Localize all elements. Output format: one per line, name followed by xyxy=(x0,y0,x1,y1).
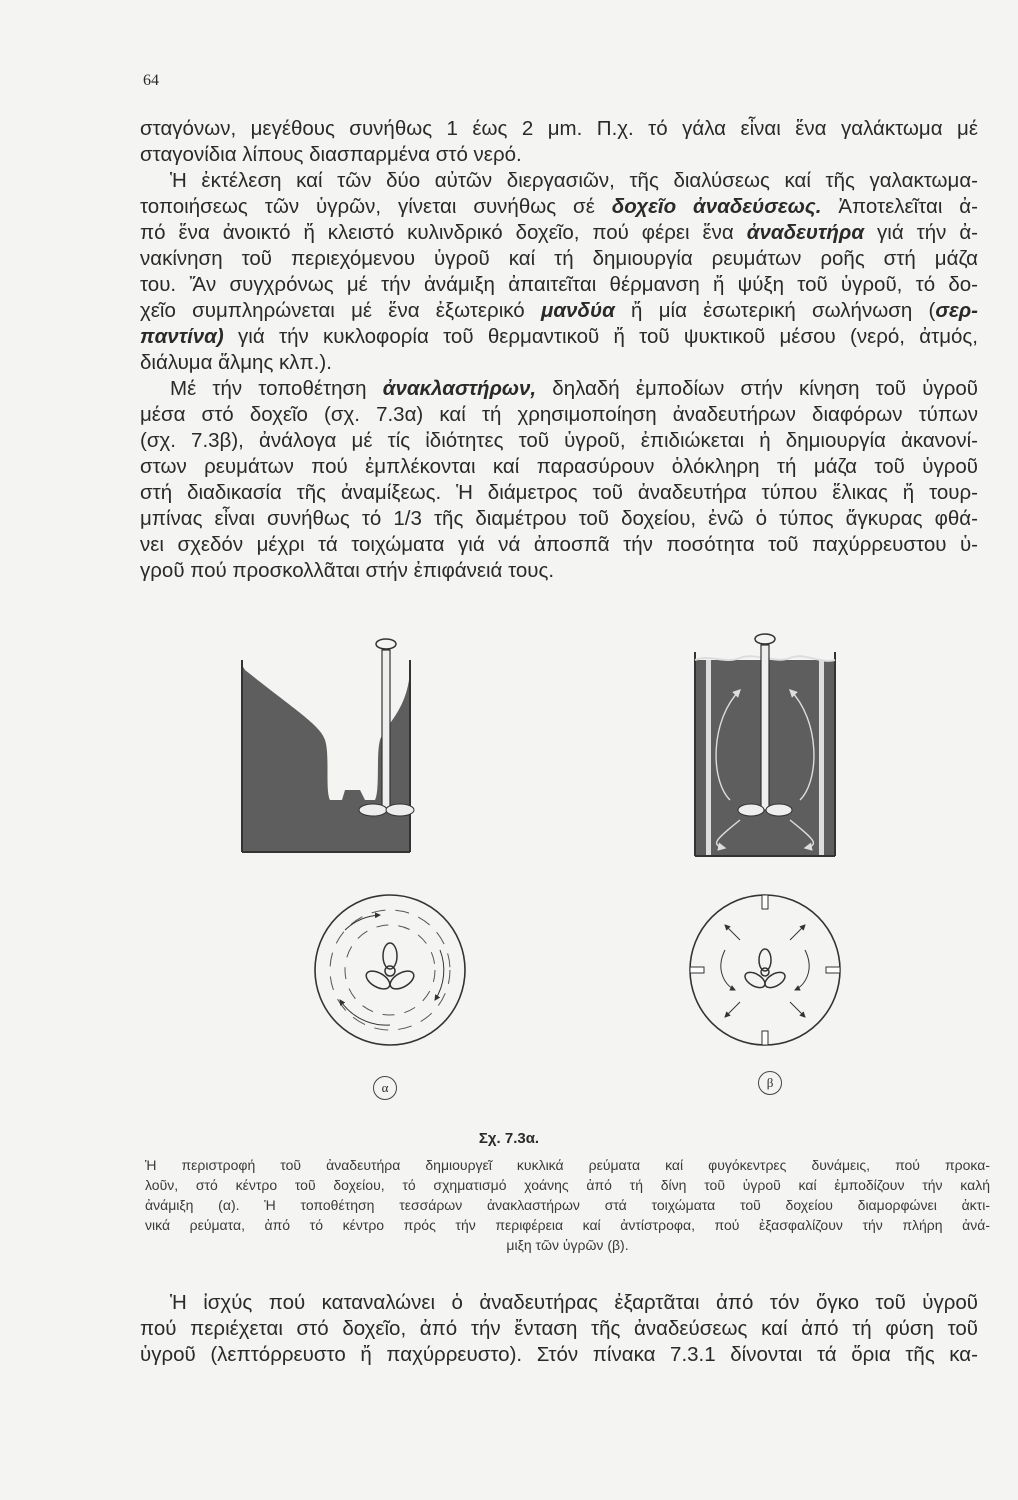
text-line: διάλυμα ἅλμης κλπ.). xyxy=(140,351,332,374)
shaft-icon xyxy=(382,650,390,810)
text-line: (σχ. 7.3β), ἀνάλογα μέ τίς ἰδιότητες τοῦ ὑγροῦ, ἐπιδιώκεται ἡ δημιουργία ἀκανονί- xyxy=(140,429,978,452)
text-line: Ἡ ἐκτέλεση καί τῶν δύο αὐτῶν διεργασιῶν, τῆς διαλύσεως καί τῆς γαλακτωμα- xyxy=(170,169,978,192)
figure-caption xyxy=(145,1155,990,1255)
text-line: ὑγροῦ (λεπτόρρευστο ἤ παχύρρευστο). Στόν πίνακα 7.3.1 δίνονται τά ὅρια τῆς κα- xyxy=(140,1343,978,1366)
body-text-bottom xyxy=(140,1290,978,1368)
text-line: μπίνας εἶναι συνήθως τό 1/3 τῆς διαμέτρου τοῦ δοχείου, ἐνῶ ὁ τύπος ἄγκυρας φθά- xyxy=(140,507,978,530)
figure-drawing xyxy=(180,630,880,1110)
text-line: σταγόνων, μεγέθους συνήθως 1 έως 2 μm. Π.χ. τό γάλα εἶναι ἕνα γαλάκτωμα μέ xyxy=(140,117,978,140)
text-line: χεῖο συμπληρώνεται μέ ἕνα ἐξωτερικό μανδύα ἤ μία ἐσωτερική σωλήνωση (σερ- xyxy=(140,299,978,322)
term-mixing-vessel: δοχεῖο ἀναδεύσεως. xyxy=(611,195,822,218)
vessel-a-side-view xyxy=(242,639,414,852)
figure-label-b: β xyxy=(758,1071,782,1095)
text-line: Ἡ ἰσχύς πού καταναλώνει ὁ ἀναδευτήρας ἐξαρτᾶται ἀπό τόν ὄγκο τοῦ ὑγροῦ xyxy=(170,1291,978,1314)
text-line: πό ἕνα ἀνοικτό ἤ κλειστό κυλινδρικό δοχεῖο, πού φέρει ἕνα ἀναδευτήρα γιά τήν ἀ- xyxy=(140,221,979,244)
text-line: σταγονίδια λίπους διασπαρμένα στό νερό. xyxy=(140,143,522,166)
caption-line: νικά ρεύματα, ἀπό τό κέντρο πρός τήν περιφέρεια καί ἀντίστροφα, πού ἐξασφαλίζουν τήν πλήρη ἀνά- xyxy=(145,1217,990,1233)
term-baffles: ἀνακλαστήρων, xyxy=(382,377,537,400)
caption-line: ἀνάμιξη (α). Ἡ τοποθέτηση τεσσάρων ἀνακλαστήρων στά τοιχώματα τοῦ δοχείου διαμορφώνει ἀκτι- xyxy=(145,1197,990,1213)
caption-line: λοῦν, στό κέντρο τοῦ δοχείου, τό σχηματισμό χοάνης ἀπό τή δίνη τοῦ ὑγροῦ καί ἐμποδίζουν τήν καλή xyxy=(145,1177,990,1193)
vessel-a-top-view xyxy=(315,895,465,1045)
figure-mixing-vessels xyxy=(180,630,880,1110)
body-text-top xyxy=(140,116,978,584)
caption-line: μιξη τῶν ὑγρῶν (β). xyxy=(506,1237,629,1253)
text-line: Μέ τήν τοποθέτηση ἀνακλαστήρων, δηλαδή ἐμποδίων στήν κίνηση τοῦ ὑγροῦ xyxy=(170,377,979,400)
figure-label-a: α xyxy=(373,1076,397,1100)
term-coil-b: παντίνα) xyxy=(140,325,224,348)
fraction-one-third: 1/3 xyxy=(393,507,422,530)
text-line: στή διαδικασία τῆς ἀναμίξεως. Ἡ διάμετρος τοῦ ἀναδευτήρα τύπου ἕλικας ἤ τουρ- xyxy=(140,481,978,504)
text-line: στων ρευμάτων πού ἐμπλέκονται καί παρασύρουν ὁλόκληρη τή μάζα τοῦ ὑγροῦ xyxy=(140,455,978,478)
term-coil-a: σερ- xyxy=(935,299,978,322)
text-line: τοποιήσεως τῶν ὑγρῶν, γίνεται συνήθως σέ δοχεῖο ἀναδεύσεως. Ἀποτελεῖται ἀ- xyxy=(140,195,978,218)
text-line: γροῦ πού προσκολλᾶται στήν ἐπιφάνειά τους. xyxy=(140,559,555,582)
figure-caption-title: Σχ. 7.3α. xyxy=(478,1130,540,1147)
impeller-icon xyxy=(359,804,387,816)
text-line: νακίνηση τοῦ περιεχόμενου ὑγροῦ καί τή δημιουργία ρευμάτων ροῆς στή μάζα xyxy=(140,247,978,270)
term-agitator: ἀναδευτήρα xyxy=(746,221,865,244)
text-line: μέσα στό δοχεῖο (σχ. 7.3α) καί τή χρησιμοποίηση ἀναδευτήρων διαφόρων τύπων xyxy=(140,403,978,426)
text-line: πού περιέχεται στό δοχεῖο, ἀπό τήν ἔνταση τῆς ἀναδεύσεως καί ἀπό τή φύση τοῦ xyxy=(140,1317,978,1340)
term-jacket: μανδύα xyxy=(540,299,615,322)
rotation-arrow-icon xyxy=(376,639,396,649)
vessel-b-top-view xyxy=(690,895,840,1045)
text-line: παντίνα) γιά τήν κυκλοφορία τοῦ θερμαντικοῦ ἤ τοῦ ψυκτικοῦ μέσου (νερό, ἀτμός, xyxy=(140,325,978,348)
vessel-b-side-view xyxy=(695,634,835,856)
text-line: νει σχεδόν μέχρι τά τοιχώματα γιά νά ἀποσπᾶ τήν ποσότητα τοῦ παχύρρευστου ὑ- xyxy=(140,533,978,556)
caption-line: Ἡ περιστροφή τοῦ ἀναδευτήρα δημιουργεῖ κυκλικά ρεύματα καί φυγόκεντρες δυνάμεις, πού προκα- xyxy=(145,1157,990,1173)
page-number: 64 xyxy=(143,72,159,89)
text-line: του. Ἄν συγχρόνως μέ τήν ἀνάμιξη ἀπαιτεῖται θέρμανση ἤ ψύξη τοῦ ὑγροῦ, τό δο- xyxy=(140,273,978,296)
